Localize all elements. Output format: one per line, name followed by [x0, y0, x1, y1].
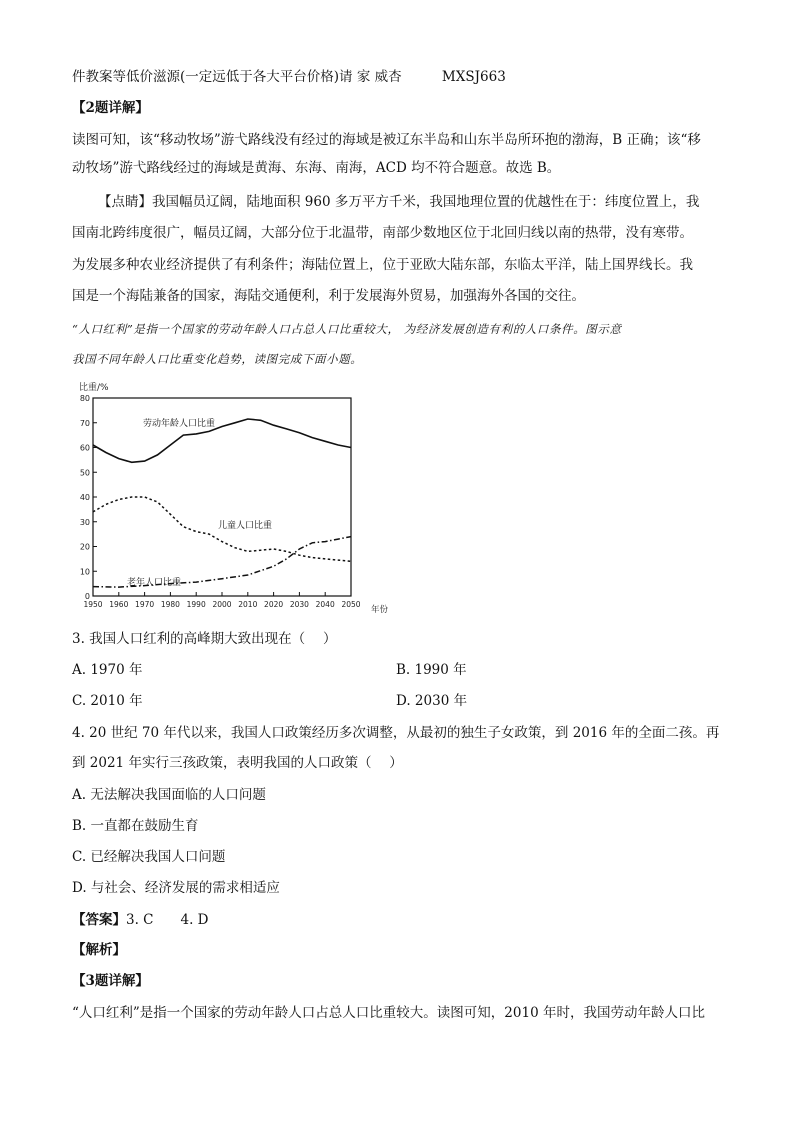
label-working-age: 劳动年龄人口比重 [143, 419, 216, 429]
label-elderly: 老年人口比重 [127, 578, 182, 588]
population-ratio-chart [75, 378, 405, 613]
y-axis-label: 比重/% [79, 383, 109, 393]
q2-line-1: 读图可知，该“移动牧场”游弋路线没有经过的海域是被辽东半岛和山东半岛所环抱的渤海，B 正确；该“移 [72, 132, 701, 148]
q4-option-c[interactable]: C. 已经解决我国人口问题 [72, 849, 226, 865]
y-tick-label: 20 [79, 542, 90, 552]
x-tick-label: 1950 [83, 600, 103, 609]
header-code: MXSJ663 [441, 69, 506, 85]
x-tick-label: 2020 [264, 600, 284, 609]
x-tick-label: 2030 [289, 600, 309, 609]
x-tick-label: 2050 [341, 600, 361, 609]
y-tick-label: 10 [79, 567, 90, 577]
y-tick-label: 0 [84, 592, 90, 601]
header-text: 件教案等低价滋源(一定远低于各大平台价格)请 家 威杏 [72, 69, 402, 85]
x-tick-label: 1960 [109, 600, 129, 609]
q3-stem: 3. 我国人口红利的高峰期大致出现在（ ） [72, 631, 337, 647]
tip-line-4: 国是一个海陆兼备的国家，海陆交通便利，利于发展海外贸易，加强海外各国的交往。 [72, 288, 585, 304]
q2-line-2: 动牧场”游弋路线经过的海域是黄海、东海、南海，ACD 均不符合题意。故选 B。 [72, 160, 561, 176]
x-tick-label: 2000 [212, 600, 232, 609]
y-tick-label: 70 [79, 418, 90, 428]
y-tick-label: 40 [79, 493, 90, 502]
answer-label: 【答案】 [72, 912, 126, 928]
q4-stem-line-1: 4. 20 世纪 70 年代以来，我国人口政策经历多次调整，从最初的独生子女政策，到 2016 年的全面二孩。再 [72, 725, 720, 741]
header-line [72, 68, 506, 86]
tip-line-1: 【点睛】我国幅员辽阔，陆地面积 960 多万平方千米，我国地理位置的优越性在于：纬度位置上，我 [98, 194, 700, 210]
label-children: 儿童人口比重 [218, 521, 273, 531]
working-age-line [93, 419, 351, 462]
answer-line [72, 911, 209, 929]
q4-option-b[interactable]: B. 一直都在鼓励生育 [72, 818, 199, 834]
x-tick-label: 1970 [135, 600, 155, 609]
q4-option-a[interactable]: A. 无法解决我国面临的人口问题 [72, 787, 266, 803]
tip-line-2: 国南北跨纬度很广，幅员辽阔，大部分位于北温带，南部少数地区位于北回归线以南的热带，没有寒带。 [72, 225, 693, 241]
tip-line-3: 为发展多种农业经济提供了有利条件；海陆位置上，位于亚欧大陆东部，东临太平洋，陆上国界线长。我 [72, 257, 693, 273]
y-tick-label: 80 [79, 394, 90, 403]
y-tick-label: 60 [79, 443, 90, 453]
q3-option-d[interactable]: D. 2030 年 [396, 693, 468, 709]
analysis-heading: 【解析】 [72, 942, 126, 958]
x-tick-label: 2040 [315, 600, 335, 609]
x-tick-label: 2010 [238, 600, 258, 609]
y-tick-label: 50 [79, 468, 90, 478]
q3-option-a[interactable]: A. 1970 年 [72, 662, 143, 678]
q3-option-b[interactable]: B. 1990 年 [396, 662, 467, 678]
q2-heading: 【2题详解】 [72, 100, 149, 116]
x-tick-label: 1990 [186, 600, 206, 609]
q4-option-d[interactable]: D. 与社会、经济发展的需求相适应 [72, 880, 280, 896]
x-axis-label: 年份 [371, 605, 389, 613]
answer-text: 3. C 4. D [126, 912, 209, 928]
x-tick-label: 1980 [160, 600, 180, 609]
intro-line-1: “人口红利”是指一个国家的劳动年龄人口占总人口比重较大， 为经济发展创造有利的人口条件。图示意 [72, 322, 622, 336]
y-tick-label: 30 [79, 517, 90, 527]
q4-stem-line-2: 到 2021 年实行三孩政策，表明我国的人口政策（ ） [72, 755, 403, 771]
q3-detail-heading: 【3题详解】 [72, 973, 149, 989]
q3-option-c[interactable]: C. 2010 年 [72, 693, 143, 709]
intro-line-2: 我国不同年龄人口比重变化趋势，读图完成下面小题。 [72, 352, 363, 366]
q3-detail-line: “人口红利”是指一个国家的劳动年龄人口占总人口比重较大。读图可知，2010 年时，我国劳动年龄人口比 [72, 1005, 705, 1021]
